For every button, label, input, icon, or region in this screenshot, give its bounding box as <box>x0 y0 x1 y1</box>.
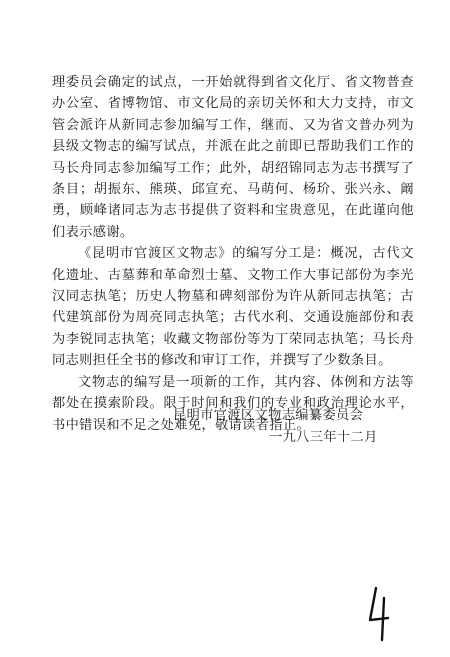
signature-organization: 昆明市官渡区文物志编纂委员会 <box>173 408 364 423</box>
paragraph-continued-acknowledgements: 理委员会确定的试点，一开始就得到省文化厅、省文物普查办公室、省博物馆、市文化局的亲切关怀和大力支持，市文管会派许从新同志参加编写工作，继而、又为省文普办列为县级文物志的编写试点，并派在此之前即已帮助我们工作的马长舟同志参加编写工作；此外，胡绍锦同志为志书撰写了条目；胡振东、熊瑛、邱宣充、马萌何、杨玠、张兴永、阚勇，顾峰诸同志为志书提供了资料和宝贵意见，在此谨向他们表示感谢。 <box>52 75 414 240</box>
signature-block <box>173 405 378 449</box>
paragraph-closing-remarks: 文物志的编写是一项新的工作，其内容、体例和方法等都处在摸索阶段。限于时间和我们的专业和政治理论水平，书中错误和不足之处难免，敬请读者指正。 <box>52 374 414 433</box>
body-text <box>52 72 414 436</box>
paragraph-division-of-labor: 《昆明市官渡区文物志》的编写分工是：概况，古代文化遗址、古墓葬和革命烈士墓、文物工作大事记部份为李光汉同志执笔；历史人物墓和碑刻部份为许从新同志执笔；古代建筑部份为周亮同志执笔；古代水利、交通设施部份和表为李锐同志执笔；收藏文物部份等为丁荣同志执笔；马长舟同志则担任全书的修改和审订工作，并撰写了少数条目。 <box>52 246 414 369</box>
handwritten-page-number <box>364 584 394 644</box>
signature-date: 一九八三年十二月 <box>269 430 378 445</box>
